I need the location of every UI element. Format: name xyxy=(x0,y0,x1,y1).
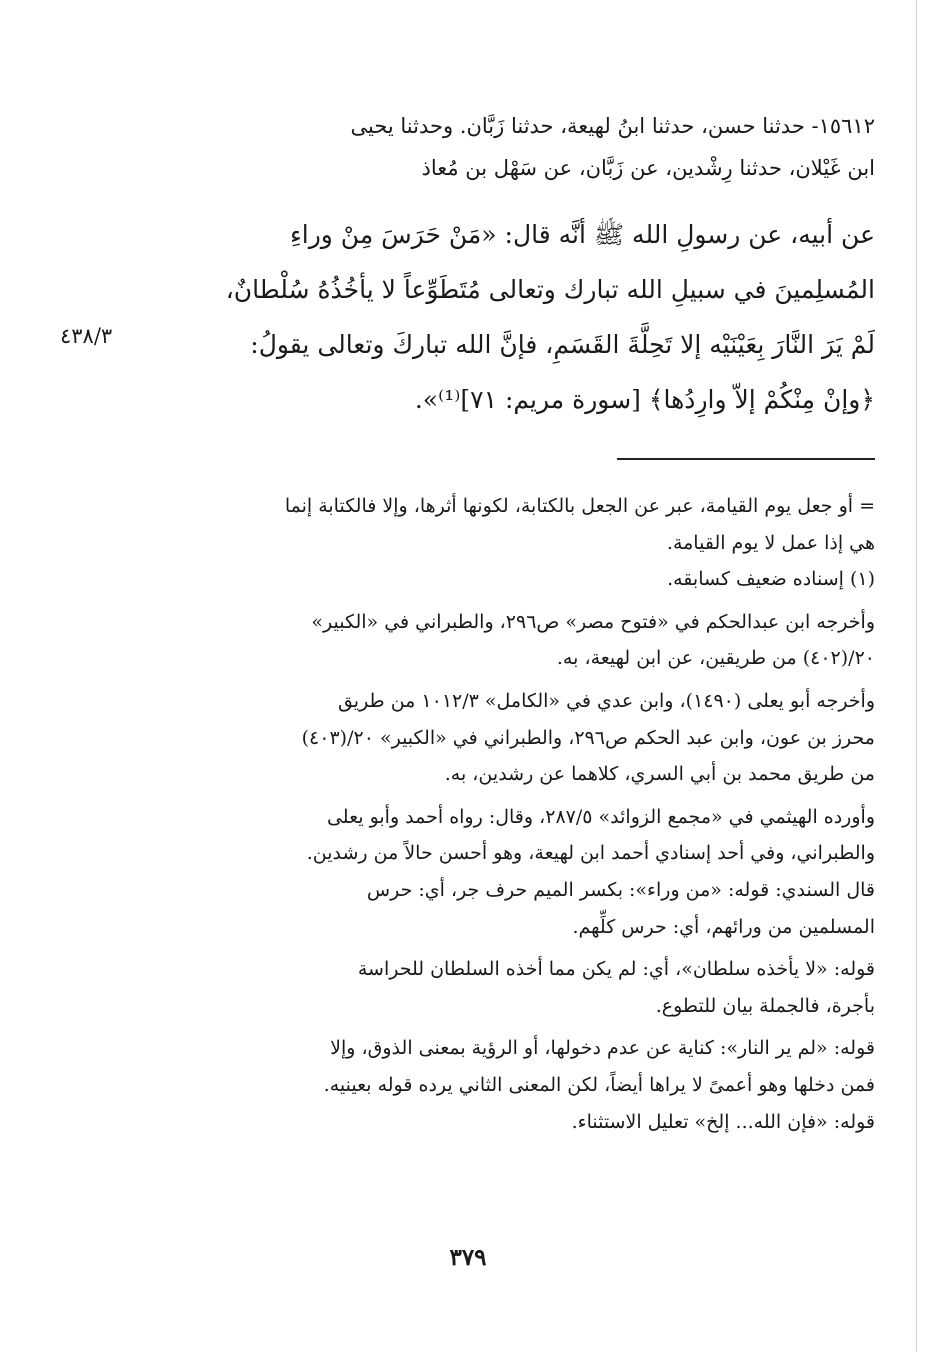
footnote-line: قوله: «لا يأخذه سلطان»، أي: لم يكن مما أخذه السلطان للحراسة xyxy=(357,958,875,981)
footnote-line: ٢٠/(٤٠٢) من طريقين، عن ابن لهيعة، به. xyxy=(556,647,875,670)
footnote-line: قوله: «لم ير النار»: كناية عن عدم دخولها، أو الرؤية بمعنى الذوق، وإلا xyxy=(330,1037,875,1060)
hadith-matn xyxy=(170,207,875,427)
footnote-paragraph xyxy=(170,872,875,945)
footnote-line: قوله: «فإن الله... إلخ» تعليل الاستثناء. xyxy=(571,1110,875,1133)
footnote-line: بأجرة، فالجملة بيان للتطوع. xyxy=(655,994,875,1017)
sanad-line: ابن غَيْلان، حدثنا رِشْدين، عن زَبَّان، عن سَهْل بن مُعاذ xyxy=(421,156,875,180)
footnote-line: فمن دخلها وهو أعمىً لا يراها أيضاً، لكن المعنى الثاني يرده قوله بعينيه. xyxy=(323,1073,875,1096)
matn-line: ﴿وإنْ مِنْكُمْ إلاّ وارِدُها﴾ [سورة مريم: ٧١]⁽¹⁾». xyxy=(414,385,875,414)
footnote-line: (١) إسناده ضعيف كسابقه. xyxy=(667,568,875,591)
footnote-paragraph xyxy=(170,561,875,598)
footnote-line: محرز بن عون، وابن عبد الحكم ص٢٩٦، والطبراني في «الكبير» ٢٠/(٤٠٣) xyxy=(301,726,875,749)
footnote-paragraph xyxy=(170,604,875,677)
margin-reference: ٤٣٨/٣ xyxy=(60,324,113,348)
footnote-line: = أو جعل يوم القيامة، عبر عن الجعل بالكتابة، لكونها أثرها، وإلا فالكتابة إنما xyxy=(284,495,875,517)
hadith-sanad xyxy=(170,105,875,189)
footnote-paragraph xyxy=(170,1104,875,1141)
footnote-separator xyxy=(617,458,875,460)
footnote-paragraph xyxy=(170,683,875,793)
page-number: ٣٧٩ xyxy=(449,1244,487,1271)
footnotes xyxy=(170,488,875,1140)
matn-line: لَمْ يَرَ النَّارَ بِعَيْنَيْه إلا تَحِلَّةَ القَسَمِ، فإنَّ الله تباركَ وتعالى يقولُ: xyxy=(250,330,875,359)
footnote-paragraph xyxy=(170,799,875,872)
footnote-line: وأورده الهيثمي في «مجمع الزوائد» ٢٨٧/٥، وقال: رواه أحمد وأبو يعلى xyxy=(326,805,875,828)
footnote-line: المسلمين من ورائهم، أي: حرس كلِّهم. xyxy=(572,915,875,938)
footnote-paragraph xyxy=(170,951,875,1024)
footnote-paragraph xyxy=(170,488,875,561)
footnote-line: وأخرجه ابن عبدالحكم في «فتوح مصر» ص٢٩٦، والطبراني في «الكبير» xyxy=(311,610,875,633)
footnote-line: هي إذا عمل لا يوم القيامة. xyxy=(666,531,875,554)
page-edge xyxy=(916,0,917,1352)
footnote-line: من طريق محمد بن أبي السري، كلاهما عن رشدين، به. xyxy=(444,763,875,786)
footnote-line: وأخرجه أبو يعلى (١٤٩٠)، وابن عدي في «الكامل» ١٠١٢/٣ من طريق xyxy=(337,689,875,712)
matn-line: عن أبيه، عن رسولِ الله ﷺ أنَّه قال: «مَنْ حَرَسَ مِنْ وراءِ xyxy=(290,220,875,249)
sanad-line: ١٥٦١٢- حدثنا حسن، حدثنا ابنُ لهيعة، حدثنا زَبَّان. وحدثنا يحيى xyxy=(350,114,875,138)
footnote-paragraph xyxy=(170,1030,875,1103)
footnote-line: قال السندي: قوله: «من وراء»: بكسر الميم حرف جر، أي: حرس xyxy=(366,878,875,901)
footnote-line: والطبراني، وفي أحد إسنادي أحمد ابن لهيعة، وهو أحسن حالاً من رشدين. xyxy=(306,842,875,865)
matn-line: المُسلِمينَ في سبيلِ الله تبارك وتعالى مُتَطَوِّعاً لا يأخُذُهُ سُلْطانٌ، xyxy=(225,275,875,304)
